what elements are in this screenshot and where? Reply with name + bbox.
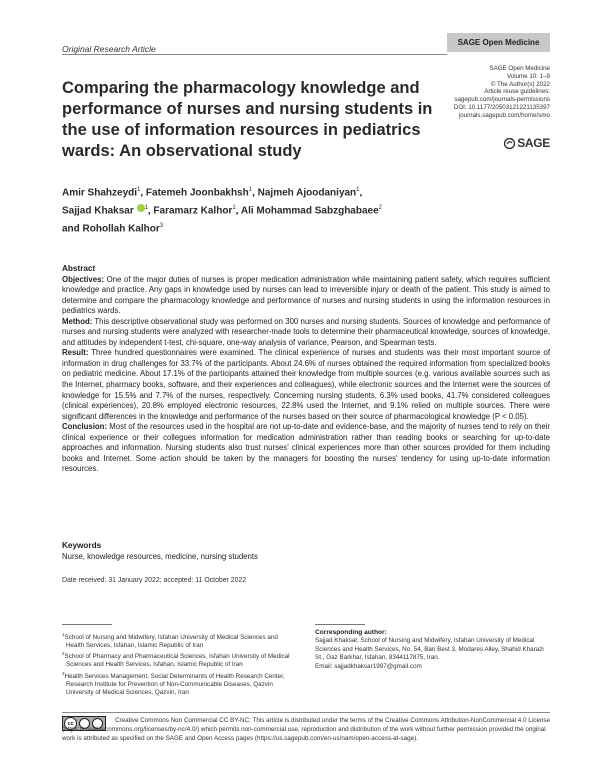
affil-text: Health Services Management, Social Determinants of Health Research Center, Research Institute for Prevention of Non-Communicable Diseases, Qazvin University of Medical Sciences, Qazvin, Iran	[64, 672, 285, 696]
abstract-objectives	[62, 275, 550, 317]
affil-marker: 3	[159, 222, 164, 229]
affil-number: 2	[62, 651, 65, 657]
affil-marker: 1	[248, 187, 253, 193]
license-text: Creative Commons Non Commercial CC BY-NC: This article is distributed under the terms of the Creative Commons Attribution-NonCommercial 4.0 License (https://creativecommons.org/licenses/by-nc/4.0/) which permits non-commercial use, reproduction and distribution of the work without further permission provided the original work is attributed as specified on the SAGE and Open Access pages (https://us.sagepub.com/en-us/nam/open-access-at-sage).	[62, 717, 550, 743]
affiliation-item	[62, 670, 297, 697]
conclusion-label: Conclusion:	[62, 422, 108, 432]
article-type-label: Original Research Article	[62, 44, 156, 54]
keywords	[62, 541, 550, 562]
meta-line: Volume 10: 1–9	[506, 72, 550, 80]
journal-badge: SAGE Open Medicine	[447, 33, 550, 52]
result-text: Three hundred questionnaires were examined. The clinical experience of nurses and students was their most important source of information in drug challenges for 33.7% of the participants. About 24.6% of nurses obtained the required information from specialized books on pediatric medicine. About 17.1% of the participants attained their knowledge from multiple sources (e.g. various available sources such as the Internet, pharmacy books, software, and their experiences and colleagues), while electronic sources and the Internet were the sources of knowledge for 15.5% and 7.7% of the nurses, respectively. Concerning nursing students, 6.3% used books, 41.7% considered colleagues (clinical experiences), 20.8% employed electronic resources, 22.8% used the Internet, and 9.1% relied on multiple sources. There were significant differences in the knowledge and performance of the nurses based on their source of pharmacological knowledge (P < 0.05).	[62, 348, 551, 421]
abstract-result	[62, 348, 550, 422]
keywords-heading: Keywords	[62, 541, 102, 550]
conclusion-text: Most of the resources used in the hospital are not up-to-date and evidence-base, and the majority of nurses tend to rely on their clinical experience or their collegues information for medication administration rather than reading books or searching for up-to-date approaches and information. Nursing students also trust nurses' clinical experiences more than other sources provided for them including books and Internet. Some action should be taken by the managers for boosting the nurses' tendency for using up-to-date information resources.	[62, 422, 551, 474]
method-text: This descriptive observational study was performed on 300 nurses and nursing students. Sources of knowledge and performance of nurses and nursing students were analyzed with researcher-made tools to determine their pharmaceutical knowledge, sources of knowledge, and attitudes by independent t-test, chi-square, one-way analysis of variance, Pearson, and Spearman tests.	[62, 316, 550, 347]
received-accepted-dates: Date received: 31 January 2022; accepted: 11 October 2022	[62, 577, 247, 584]
author-name[interactable]: Amir Shahzeydi	[62, 187, 138, 199]
meta-line[interactable]: Article reuse guidelines:	[484, 88, 550, 96]
author-name[interactable]: , Ali Mohammad Sabzghabaee	[235, 205, 379, 217]
abstract-heading: Abstract	[62, 264, 96, 273]
corresponding-address: Sajjad Khaksar, School of Nursing and Midwifery, Isfahan University of Medical Sciences and Health Services, No. 54, Ban Best 3, Modares Alley, Shahid Kharazi St., Gaz Barkhar, Isfahan, 8344117875, Iran.	[315, 637, 544, 662]
sage-logo-icon	[504, 138, 515, 149]
author-name[interactable]: Sajjad Khaksar	[62, 205, 134, 217]
method-label: Method:	[62, 316, 93, 326]
cc-icon: cc	[64, 717, 77, 730]
affil-number: 1	[62, 632, 65, 637]
affil-number: 3	[62, 670, 65, 676]
author-name[interactable]: , Faramarz Kalhor	[147, 205, 233, 217]
affil-marker: 2	[378, 204, 383, 211]
author-name[interactable]: , Fatemeh Joonbakhsh	[140, 187, 249, 199]
abstract-conclusion	[62, 422, 550, 475]
affil-marker: 1	[144, 204, 148, 211]
corresponding-heading: Corresponding author:	[315, 629, 387, 636]
orcid-icon[interactable]	[137, 204, 145, 212]
article-meta	[454, 65, 550, 120]
author-separator: ,	[359, 187, 363, 199]
affil-text: School of Pharmacy and Pharmaceutical Sciences, Isfahan University of Medical Sciences and Health Services, Isfahan, Islamic Republic of Iran	[64, 653, 290, 669]
doi-link[interactable]: DOI: 10.1177/20503121221135397	[453, 103, 550, 111]
meta-line[interactable]: sagepub.com/journals-permissions	[454, 96, 550, 104]
affil-marker: 1	[356, 187, 360, 193]
abstract-method	[62, 317, 550, 349]
affil-marker: 1	[137, 187, 141, 193]
header-divider	[62, 54, 447, 55]
keywords-text: Nurse, knowledge resources, medicine, nursing students	[62, 551, 258, 561]
sage-logo	[504, 136, 550, 150]
result-label: Result:	[62, 348, 89, 358]
corresponding-divider	[315, 624, 365, 625]
sage-logo-text: SAGE	[517, 136, 550, 150]
author-name[interactable]: and Rohollah Kalhor	[62, 222, 160, 234]
author-list	[62, 183, 482, 236]
corresponding-author	[315, 629, 550, 671]
affiliations	[62, 631, 297, 697]
license-divider	[62, 712, 550, 713]
meta-line: © The Author(s) 2022	[490, 80, 550, 88]
affil-marker: 1	[232, 204, 236, 211]
author-name[interactable]: , Najmeh Ajoodaniyan	[252, 187, 357, 199]
journal-home-link[interactable]: journals.sagepub.com/home/smo	[458, 111, 550, 119]
affiliation-item	[62, 650, 297, 669]
affil-text: School of Nursing and Midwifery, Isfahan University of Medical Sciences and Health Services, Isfahan, Islamic Republic of Iran	[64, 634, 278, 650]
objectives-label: Objectives:	[62, 274, 105, 284]
affiliations-divider	[62, 624, 112, 625]
objectives-text: One of the major duties of nurses is proper medication administration while maintaining patient safety, which requires sufficient knowledge and practice. Any gaps in knowledge used by nurses can lead to irreversible injury or death of the patient. This study is aimed to determine and compare the pharmacology knowledge and performance of nurses and nursing students in using the information resources in pediatrics wards.	[62, 274, 550, 316]
article-title: Comparing the pharmacology knowledge and performance of nurses and nursing students in the use of information resources in pediatrics wards: An observational study	[62, 79, 433, 160]
meta-line: SAGE Open Medicine	[489, 65, 550, 72]
abstract	[62, 264, 550, 475]
corresponding-email[interactable]: Email: sajjadkhaksar1997@gmail.com	[315, 662, 422, 670]
affiliation-item	[62, 631, 297, 650]
